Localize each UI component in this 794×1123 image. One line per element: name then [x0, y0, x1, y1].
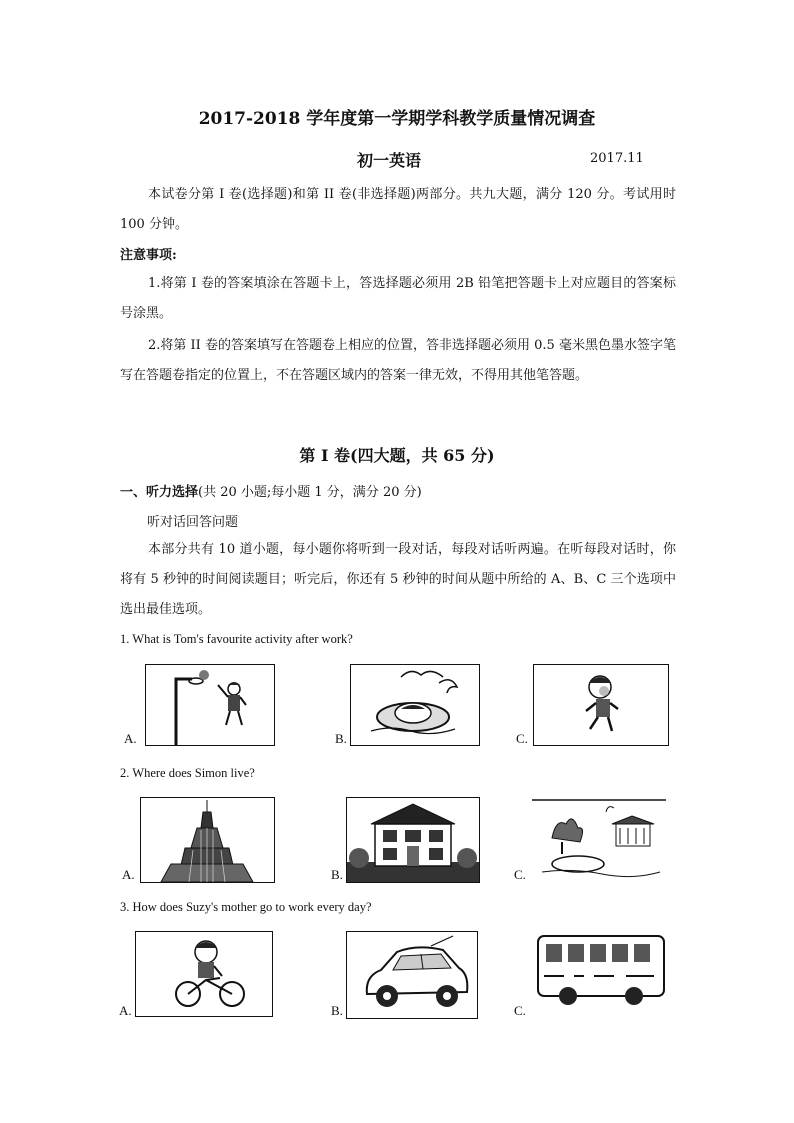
- intro-paragraph: 本试卷分第 I 卷(选择题)和第 II 卷(非选择题)两部分。共九大题，满分 120 分。考试用时 100 分钟。: [120, 187, 676, 232]
- q2-option-a-label[interactable]: A.: [122, 867, 135, 882]
- section-title: 第 I 卷(四大题，共 65 分): [299, 446, 495, 465]
- q3-option-a-label[interactable]: A.: [119, 1003, 132, 1018]
- q1-option-b-label[interactable]: B.: [335, 731, 347, 746]
- bicycle-rider-image[interactable]: [135, 931, 273, 1017]
- basketball-player-image[interactable]: [145, 664, 275, 746]
- swimmer-image[interactable]: [350, 664, 480, 746]
- q1-option-a-label[interactable]: A.: [124, 731, 137, 746]
- notice-item-2: 2.将第 II 卷的答案填写在答题卷上相应的位置，答非选择题必须用 0.5 毫米黑色墨水签字笔写在答题卷指定的位置上，不在答题区域内的答案一律无效，不得用其他笔答题。: [120, 338, 676, 383]
- q2-option-b-label[interactable]: B.: [331, 867, 343, 882]
- question-2-text: 2. Where does Simon live?: [120, 766, 255, 780]
- question-1-text: 1. What is Tom's favourite activity after work?: [120, 632, 353, 646]
- subject-title: 初一英语: [357, 151, 422, 170]
- part-heading-label: 一、听力选择: [120, 485, 199, 500]
- question-3-text: 3. How does Suzy's mother go to work every day?: [120, 900, 372, 914]
- bus-image[interactable]: [533, 931, 669, 1019]
- village-image[interactable]: [531, 797, 667, 883]
- car-image[interactable]: [346, 931, 478, 1019]
- q3-option-c-label[interactable]: C.: [514, 1003, 526, 1018]
- notice-heading: 注意事项:: [120, 248, 177, 263]
- part-heading: [120, 481, 422, 500]
- notice-item-1: 1.将第 I 卷的答案填涂在答题卡上，答选择题必须用 2B 铅笔把答题卡上对应题目的答案标号涂黑。: [120, 276, 676, 321]
- house-image[interactable]: [346, 797, 480, 883]
- running-boy-image[interactable]: [533, 664, 669, 746]
- instructions-paragraph: 本部分共有 10 道小题，每小题你将听到一段对话，每段对话听两遍。在听每段对话时，你将有 5 秒钟的时间阅读题目；听完后，你还有 5 秒钟的时间从题中所给的 A、B、C 三个选项中选出最佳选项。: [120, 542, 676, 617]
- exam-date: 2017.11: [590, 151, 644, 166]
- skyscraper-image[interactable]: [140, 797, 275, 883]
- q1-option-c-label[interactable]: C.: [516, 731, 528, 746]
- q3-option-b-label[interactable]: B.: [331, 1003, 343, 1018]
- page-title: 2017-2018 学年度第一学期学科教学质量情况调查: [198, 109, 596, 129]
- part-heading-detail: (共 20 小题;每小题 1 分，满分 20 分): [198, 485, 422, 500]
- q2-option-c-label[interactable]: C.: [514, 867, 526, 882]
- sub-heading: 听对话回答问题: [147, 515, 239, 530]
